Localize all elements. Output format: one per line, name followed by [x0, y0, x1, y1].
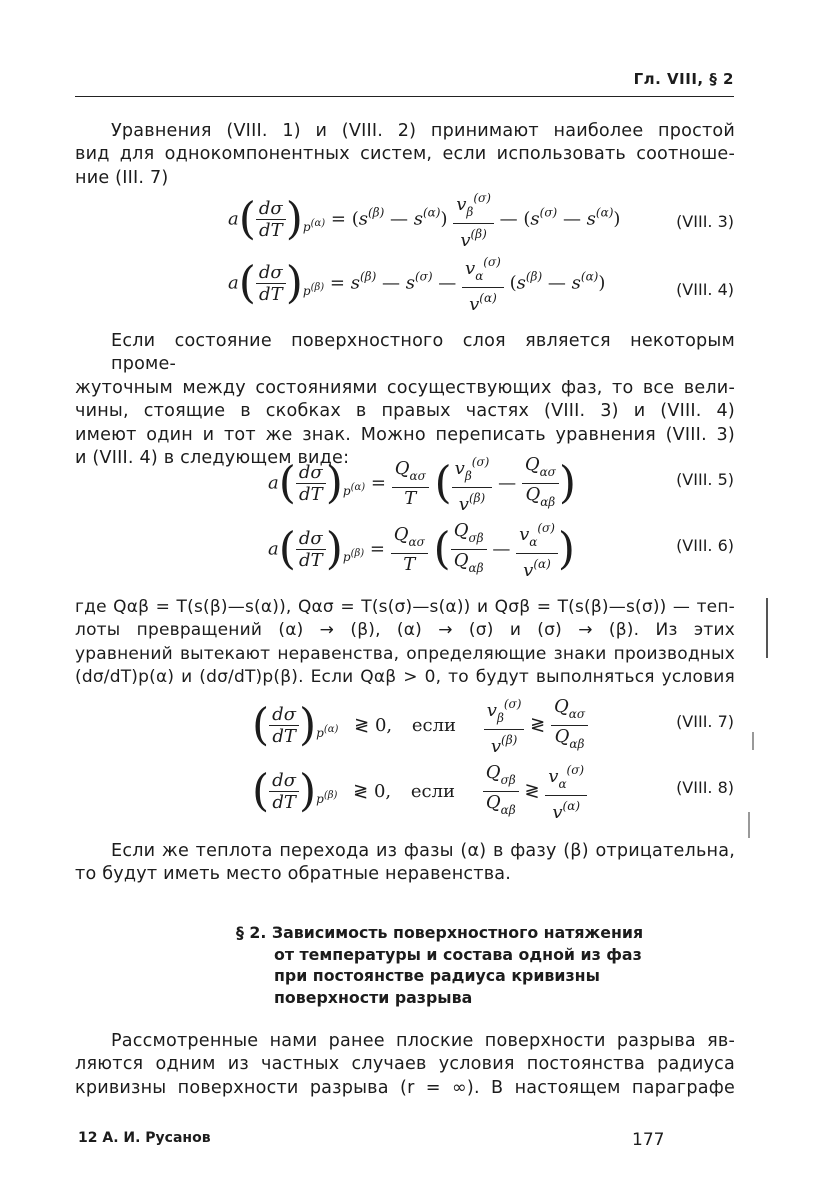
inequality-relation: ≷ 0,	[353, 780, 392, 802]
text-line: уравнений вытекают неравенства, определяющие знаки производных	[75, 643, 735, 664]
equation-body: ( $\frac{d\sigma}{dT}$ )$_{p^{(\beta)}}$ ≷ 0, если $Q_{\sigma\beta}$ $Q_{\alpha\beta}$ ≷ $\frac{v_\alpha^{(\sigma)}}{v^{(\alpha)}}$	[252, 760, 587, 823]
text-line: ние (III. 7)	[75, 167, 169, 188]
equation-body: a( $\frac{d\sigma}{dT}$ )$_{p^{(\beta)}} = s^{(\beta)}$ — $s^{(\sigma)}$ — $\frac{v_\alpha^{(\sigma)}}{v^{(\alpha)}}$ ($s^{(\beta)}$ — $s^{(\alpha)}$)	[228, 255, 606, 315]
text-line: то будут иметь место обратные неравенства.	[75, 864, 512, 885]
text-line: (dσ/dT)p(α) и (dσ/dT)p(β). Если Qαβ > 0, то будут выполняться условия	[75, 667, 735, 688]
text-line: Если же теплота перехода из фазы (α) в фазу (β) отрицательна,	[111, 841, 735, 861]
header-rule	[75, 96, 734, 97]
signature-mark: 12 А. И. Русанов	[78, 1130, 211, 1146]
equation-body: a( $\frac{d\sigma}{dT}$ )$_{p^{(\beta)}}$ = $Q_{\alpha\sigma}$ T ( $Q_{\sigma\beta}$ $Q_{\alpha\beta}$ — $\frac{v_\alpha^{(\sigma)}}{v^{(\alpha)}}$ )	[268, 520, 576, 581]
text-line: вид для однокомпонентных систем, если использовать соотноше-	[75, 144, 735, 165]
section-heading	[236, 922, 686, 1008]
text-line: Если состояние поверхностного слоя является некоторым проме-	[111, 331, 735, 375]
equation-number: (VIII. 6)	[676, 536, 734, 555]
condition-word: если	[411, 714, 457, 736]
heading-line: от температуры и состава одной из фаз	[274, 944, 642, 964]
text-line: ляются одним из частных случаев условия постоянства радиуса	[75, 1054, 735, 1075]
margin-line	[766, 598, 768, 658]
inequality-relation: ≷ 0,	[354, 714, 393, 736]
running-head: Гл. VIII, § 2	[633, 70, 734, 88]
equation-number: (VIII. 4)	[676, 280, 734, 299]
text-line: лоты превращений (α) → (β), (α) → (σ) и (σ) → (β). Из этих	[75, 620, 735, 641]
paragraph-surface-layer	[75, 330, 735, 470]
equation-body: a( $\frac{d\sigma}{dT}$ )$_{p^{(\alpha)}} = (s^{(\beta)}$ — $s^{(\alpha)}$) $\frac{v_\beta^{(\sigma)}}{v^{(\beta)}}$ — ($s^{(\sigma)}$ — $s^{(\alpha)}$)	[228, 191, 621, 251]
paragraph-negative-heat	[75, 840, 735, 887]
paragraph-heats	[75, 596, 735, 690]
equation-number: (VIII. 8)	[676, 778, 734, 797]
equation-body: a( $\frac{d\sigma}{dT}$ )$_{p^{(\alpha)}}$ = $Q_{\alpha\sigma}$ T ( $\frac{v_\beta^{(\sigma)}}{v^{(\beta)}}$ — $Q_{\alpha\sigma}$ $Q_{\alpha\beta}$ )	[268, 454, 577, 515]
page-number: 177	[632, 1130, 665, 1150]
text-line: чины, стоящие в скобках в правых частях (VIII. 3) и (VIII. 4)	[75, 401, 735, 422]
equation-number: (VIII. 5)	[676, 470, 734, 489]
heading-line: § 2. Зависимость поверхностного натяжения	[236, 923, 644, 942]
equation-body: ( $\frac{d\sigma}{dT}$ )$_{p^{(\alpha)}}$ ≷ 0, если $\frac{v_\beta^{(\sigma)}}{v^{(\beta)}}$ ≷ $Q_{\alpha\sigma}$ $Q_{\alpha\beta}$	[252, 694, 588, 757]
paragraph-intro	[75, 120, 735, 190]
heading-line: при постоянстве радиуса кривизны	[274, 966, 600, 986]
text-line: Уравнения (VIII. 1) и (VIII. 2) принимают наиболее простой	[111, 121, 735, 141]
margin-line	[748, 812, 750, 838]
paragraph-curvature	[75, 1030, 735, 1100]
equation-number: (VIII. 7)	[676, 712, 734, 731]
text-line: кривизны поверхности разрыва (r = ∞). В настоящем параграфе	[75, 1077, 735, 1098]
text-line: и (VIII. 4) в следующем виде:	[75, 448, 350, 469]
condition-word: если	[410, 780, 456, 802]
text-line: жуточным между состояниями сосуществующих фаз, то все вели-	[75, 377, 735, 398]
margin-line	[752, 732, 754, 750]
text-line: где Qαβ = T(s(β)—s(α)), Qασ = T(s(σ)—s(α)) и Qσβ = T(s(β)—s(σ)) — теп-	[75, 597, 735, 617]
equation-number: (VIII. 3)	[676, 212, 734, 231]
heading-line: поверхности разрыва	[274, 987, 473, 1007]
text-line: Рассмотренные нами ранее плоские поверхности разрыва яв-	[111, 1031, 735, 1051]
text-line: имеют один и тот же знак. Можно переписать уравнения (VIII. 3)	[75, 424, 735, 445]
